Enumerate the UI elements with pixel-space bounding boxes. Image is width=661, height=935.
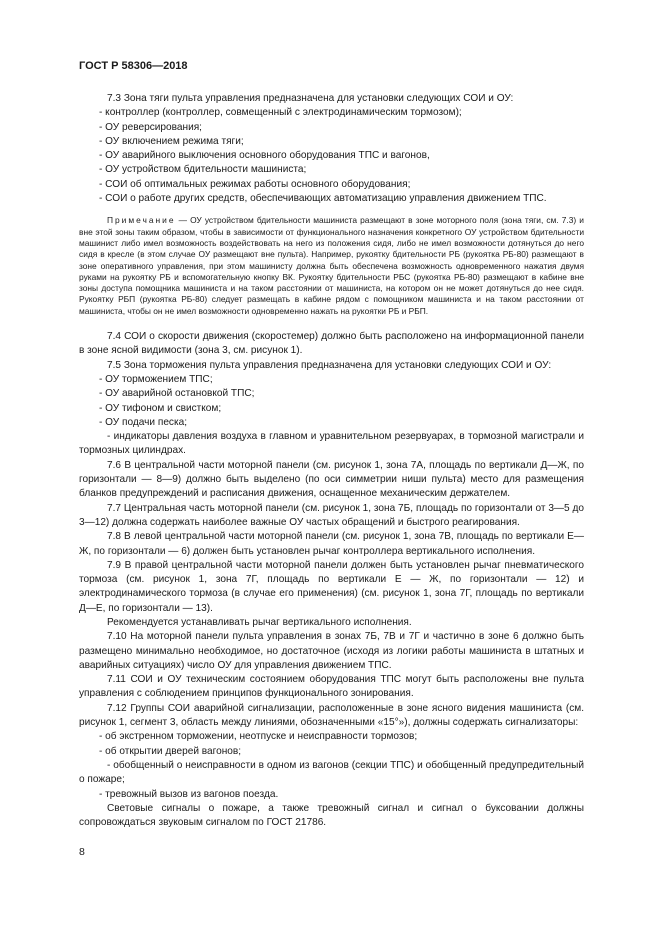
page-number: 8: [79, 846, 85, 858]
document-body: [79, 92, 584, 830]
section-7-5-intro: 7.5 Зона торможения пульта управления предназначена для установки следующих СОИ и ОУ:: [107, 359, 552, 371]
note-paragraph: [79, 215, 584, 317]
note-label: Примечание: [107, 215, 176, 226]
list-item: - обобщенный о неисправности в одном из вагонов (секции ТПС) и обобщенный предупредительный о пожаре;: [79, 759, 584, 786]
section-7-9: 7.9 В правой центральной части моторной панели должен быть установлен рычаг пневматического тормоза (см. рисунок 1, зона 7Г, площадь по вертикали Е — Ж, по горизонтали — 12) и электродинамического тормоза (в случае его применения) (см. рисунок 1, зона 7Г, площадь по вертикали Д—Е, по горизонтали — 13).: [79, 559, 584, 614]
section-7-4: 7.4 СОИ о скорости движения (скоростемер) должно быть расположено на информационной панели в зоне ясной видимости (зона 3, см. рисунок 1).: [79, 331, 584, 357]
list-item: - об открытии дверей вагонов;: [99, 745, 242, 757]
note-text: — ОУ устройством бдительности машиниста размещают в зоне моторного поля (зона тяги, см. 7.3) и вне этой зоны таким образом, чтобы в зависимости от функционального назначения конкретного ОУ устройством бдительности машинист либо имел возможность воздействовать на него из положения сидя, либо не имел возможности дотянуться до него сидя в кресле (в этом случае ОУ размещают вне пульта). Например, рукоятку бдительности РБ (рукоятка РБ-80) размещают в зоне оперативного управления, при этом машинисту должна быть обеспечена возможность одновременного нажатия двумя руками на рукоятку РБ и вспомогательную кнопку ВК. Рукоятку бдительности РБС (рукоятка РБ-80) размещают в кабине вне зоны доступа помощника машиниста и на таком расстоянии от машиниста, на котором он не может дотянуться до нее сидя. Рукоятку РБП (рукоятка РБ-80) следует размещать в кабине рядом с помощником машиниста и на таком расстоянии от машиниста, чтобы он не имел возможности одновременно нажать на рукоятки РБ и РБП.: [79, 215, 584, 316]
section-7-10: 7.10 На моторной панели пульта управления в зонах 7Б, 7В и 7Г и частично в зоне 6 должно быть размещено минимально необходимое, но достаточное (исходя из логики работы машиниста в штатных и аварийных ситуациях) число ОУ для управления движением ТПС.: [79, 631, 584, 671]
list-item: - ОУ подачи песка;: [99, 416, 188, 428]
section-7-8: 7.8 В левой центральной части моторной панели (см. рисунок 1, зона 7В, площадь по вертикали Е—Ж, по горизонтали — 6) должен быть установлен рычаг контроллера вертикального исполнения.: [79, 531, 584, 557]
list-item: - ОУ устройством бдительности машиниста;: [99, 164, 307, 176]
list-item: - об экстренном торможении, неотпуске и неисправности тормозов;: [99, 731, 418, 743]
section-7-12-intro: 7.12 Группы СОИ аварийной сигнализации, расположенные в зоне ясного видения машиниста (см. рисунок 1, сегмент 3, область между линиями, обозначенными «15°»), должны содержать сигнализаторы:: [79, 702, 584, 729]
recommendation: Рекомендуется устанавливать рычаг вертикального исполнения.: [107, 616, 412, 628]
list-item: - контроллер (контроллер, совмещенный с электродинамическим тормозом);: [99, 107, 462, 119]
document-header: ГОСТ Р 58306—2018: [79, 60, 188, 72]
list-item: - СОИ об оптимальных режимах работы основного оборудования;: [99, 178, 411, 190]
list-item: - ОУ аварийного выключения основного оборудования ТПС и вагонов,: [99, 150, 430, 162]
section-7-6: 7.6 В центральной части моторной панели (см. рисунок 1, зона 7А, площадь по вертикали Д—Ж, по горизонтали — 8—9) должно быть выделено (по оси симметрии ниши пульта) место для размещения бланков предупреждений и расписания движения, оснащенное механическим держателем.: [79, 459, 584, 500]
list-item: - ОУ тифоном и свистком;: [99, 402, 222, 414]
list-item: - ОУ аварийной остановкой ТПС;: [99, 388, 255, 400]
section-7-11: 7.11 СОИ и ОУ техническим состоянием оборудования ТПС могут быть расположены вне пульта управления с соблюдением принципов функционального зонирования.: [79, 674, 584, 700]
list-item: - ОУ торможением ТПС;: [99, 373, 213, 385]
final-paragraph: Световые сигналы о пожаре, а также тревожный сигнал и сигнал о буксовании должны сопровождаться звуковым сигналом по ГОСТ 21786.: [79, 802, 584, 829]
section-7-3-intro: 7.3 Зона тяги пульта управления предназначена для установки следующих СОИ и ОУ:: [107, 93, 514, 104]
list-item: - индикаторы давления воздуха в главном и уравнительном резервуарах, в тормозной магистрали и тормозных цилиндрах.: [79, 431, 584, 457]
list-item: - ОУ реверсирования;: [99, 121, 202, 133]
section-7-7: 7.7 Центральная часть моторной панели (см. рисунок 1, зона 7Б, площадь по горизонтали от 3—5 до 3—12) должна содержать наиболее важные ОУ частых обращений и быстрого реагирования.: [79, 502, 584, 528]
list-item: - тревожный вызов из вагонов поезда.: [99, 788, 279, 800]
list-item: - СОИ о работе других средств, обеспечивающих автоматизацию управления движением ТПС.: [99, 193, 547, 205]
list-item: - ОУ включением режима тяги;: [99, 135, 244, 147]
